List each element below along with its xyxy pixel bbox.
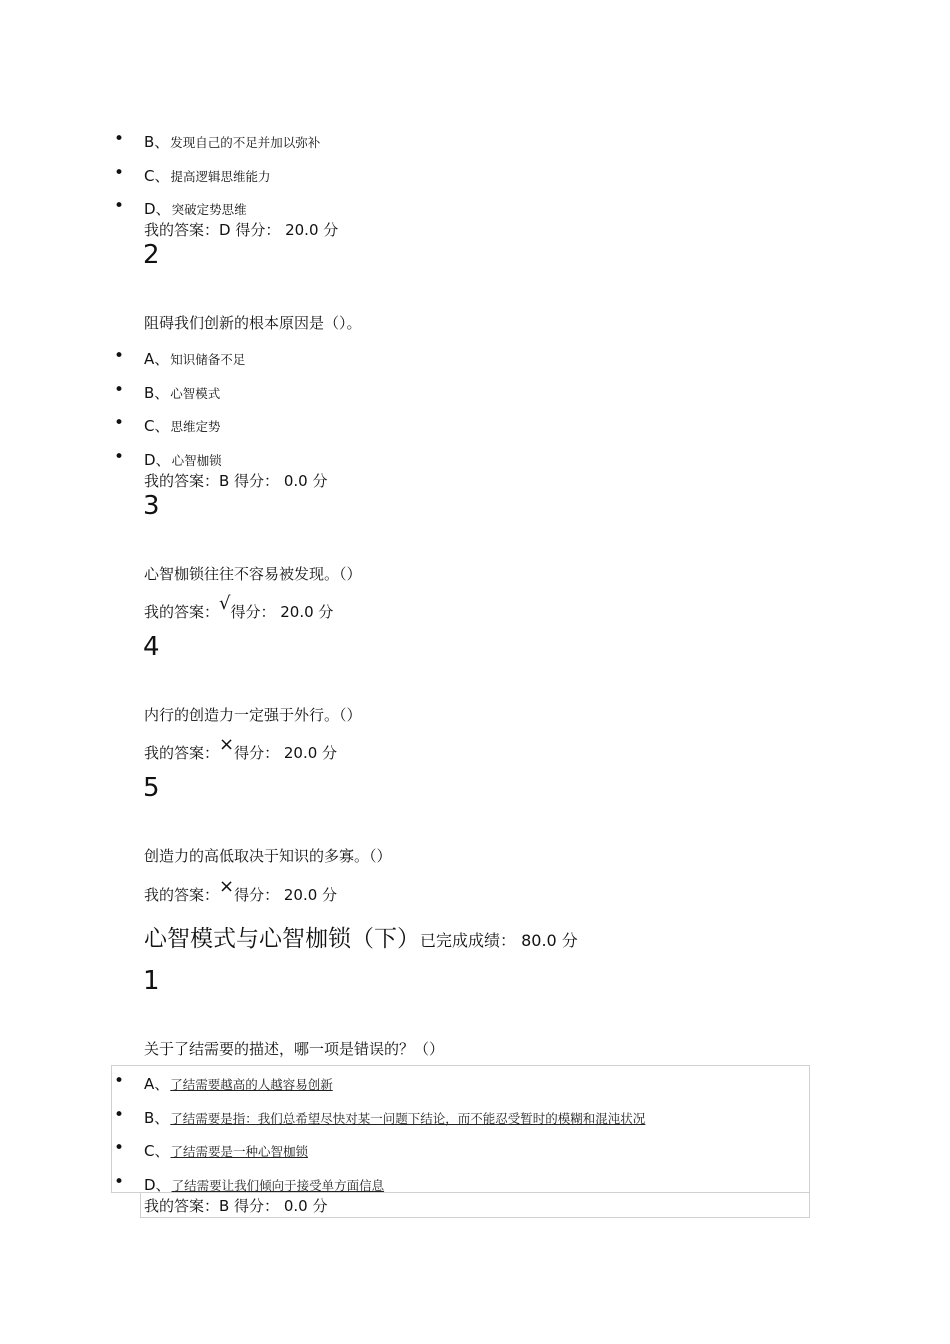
bullet: • [114, 380, 125, 400]
bullet: • [114, 129, 125, 149]
question-number: 1 [143, 966, 160, 996]
my-answer: 我的答案：B 得分： 0.0 分 [144, 1197, 328, 1215]
option-c: C、提高逻辑思维能力 [144, 167, 271, 185]
section-heading [144, 920, 578, 953]
bullet: • [114, 413, 125, 433]
option-a: A、知识储备不足 [144, 350, 246, 368]
answer-prefix: 我的答案： [144, 744, 220, 762]
option-a: A、了结需要越高的人越容易创新 [144, 1075, 333, 1093]
answer-score: 得分： 20.0 分 [234, 744, 338, 762]
option-b: B、了结需要是指：我们总希望尽快对某一问题下结论，而不能忍受暂时的模糊和混沌状况 [144, 1109, 646, 1127]
answer-prefix: 我的答案： [144, 886, 220, 904]
bullet: • [114, 163, 125, 183]
bullet: • [114, 1172, 125, 1192]
question-stem: 内行的创造力一定强于外行。（） [144, 706, 362, 724]
bullet: • [114, 1138, 125, 1158]
question-number: 5 [143, 773, 160, 803]
bullet: • [114, 346, 125, 366]
cross-mark: × [219, 734, 235, 755]
my-answer: 我的答案：B 得分： 0.0 分 [144, 472, 328, 490]
section-title: 心智模式与心智枷锁（下） [144, 926, 420, 952]
check-mark: √ [219, 593, 231, 614]
bullet: • [114, 1105, 125, 1125]
my-answer: 我的答案：D 得分： 20.0 分 [144, 221, 339, 239]
option-d: D、心智枷锁 [144, 451, 222, 469]
option-d: D、突破定势思维 [144, 200, 247, 218]
question-stem: 心智枷锁往往不容易被发现。（） [144, 565, 362, 583]
option-b: B、心智模式 [144, 384, 221, 402]
answer-prefix: 我的答案： [144, 603, 220, 621]
question-stem: 关于了结需要的描述，哪一项是错误的？（） [144, 1040, 445, 1058]
my-answer [144, 876, 338, 905]
option-c: C、了结需要是一种心智枷锁 [144, 1142, 308, 1160]
question-stem: 阻碍我们创新的根本原因是（）。 [144, 314, 362, 332]
bullet: • [114, 196, 125, 216]
my-answer [144, 593, 334, 622]
question-number: 3 [143, 491, 160, 521]
bullet: • [114, 447, 125, 467]
question-number: 2 [143, 240, 160, 270]
cross-mark: × [219, 876, 235, 897]
bullet: • [114, 1071, 125, 1091]
section-score: 已完成成绩： 80.0 分 [420, 931, 578, 950]
my-answer [144, 734, 338, 763]
answer-score: 得分： 20.0 分 [234, 886, 338, 904]
option-d: D、了结需要让我们倾向于接受单方面信息 [144, 1176, 385, 1194]
option-b: B、发现自己的不足并加以弥补 [144, 133, 321, 151]
option-c: C、思维定势 [144, 417, 221, 435]
question-stem: 创造力的高低取决于知识的多寡。（） [144, 847, 392, 865]
answer-score: 得分： 20.0 分 [230, 603, 334, 621]
question-number: 4 [143, 632, 160, 662]
